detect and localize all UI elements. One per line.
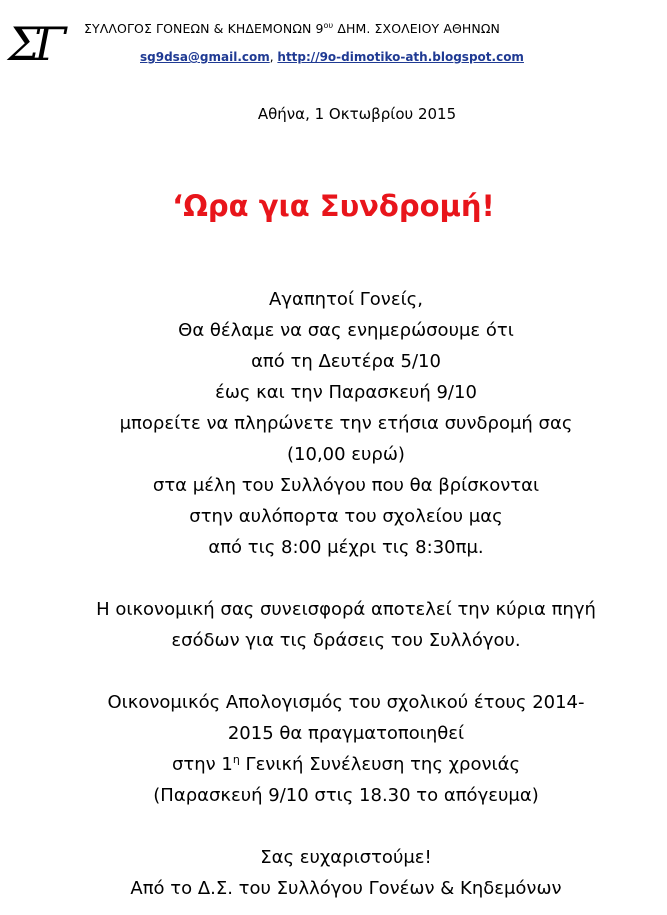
letter-body (0, 284, 667, 904)
closing-thanks: Σας ευχαριστούμε! (260, 847, 432, 868)
body-line: Αγαπητοί Γονείς, (269, 289, 423, 310)
association-name-superscript: ου (323, 21, 334, 30)
contact-separator: , (269, 50, 274, 64)
closing-signature: Από το Δ.Σ. του Συλλόγου Γονέων & Κηδεμόνων (130, 878, 562, 899)
website-link[interactable]: http://9o-dimotiko-ath.blogspot.com (277, 50, 524, 64)
body-line: (Παρασκευή 9/10 στις 18.30 το απόγευμα) (153, 785, 539, 806)
contact-links (140, 49, 560, 65)
date-line: Αθήνα, 1 Οκτωβρίου 2015 (257, 105, 457, 123)
body-line: Οικονομικός Απολογισμός του σχολικού έτους 2014- (107, 692, 585, 713)
association-logo: ΣΓ (8, 17, 61, 71)
body-line: από τη Δευτέρα 5/10 (251, 351, 441, 372)
page-title: ‘Ωρα για Συνδρομή! (172, 189, 495, 223)
ordinal-superscript: η (232, 753, 240, 766)
body-line: μπορείτε να πληρώνετε την ετήσια συνδρομή σας (119, 413, 573, 434)
body-line: στα μέλη του Συλλόγου που θα βρίσκονται (152, 475, 540, 496)
body-line: εσόδων για τις δράσεις του Συλλόγου. (171, 630, 521, 651)
association-name (84, 21, 644, 37)
body-line-suffix: Γενική Συνέλευση της χρονιάς (239, 754, 521, 775)
association-name-suffix: ΔΗΜ. ΣΧΟΛΕΙΟΥ ΑΘΗΝΩΝ (333, 21, 500, 36)
body-line (0, 749, 667, 780)
paragraph-gap (0, 656, 667, 687)
association-name-prefix: ΣΥΛΛΟΓΟΣ ΓΟΝΕΩΝ & ΚΗΔΕΜΟΝΩΝ 9 (84, 21, 324, 36)
paragraph-gap (0, 811, 667, 842)
body-line: Η οικονομική σας συνεισφορά αποτελεί την κύρια πηγή (96, 599, 596, 620)
body-line: Θα θέλαμε να σας ενημερώσουμε ότι (178, 320, 514, 341)
body-line: στην αυλόπορτα του σχολείου μας (189, 506, 503, 527)
body-line: έως και την Παρασκευή 9/10 (215, 382, 477, 403)
body-line: (10,00 ευρώ) (287, 444, 405, 465)
paragraph-gap (0, 563, 667, 594)
body-line-prefix: στην 1 (171, 754, 233, 775)
body-line: 2015 θα πραγματοποιηθεί (227, 723, 465, 744)
body-line: από τις 8:00 μέχρι τις 8:30πμ. (208, 537, 484, 558)
email-link[interactable]: sg9dsa@gmail.com (140, 50, 270, 64)
